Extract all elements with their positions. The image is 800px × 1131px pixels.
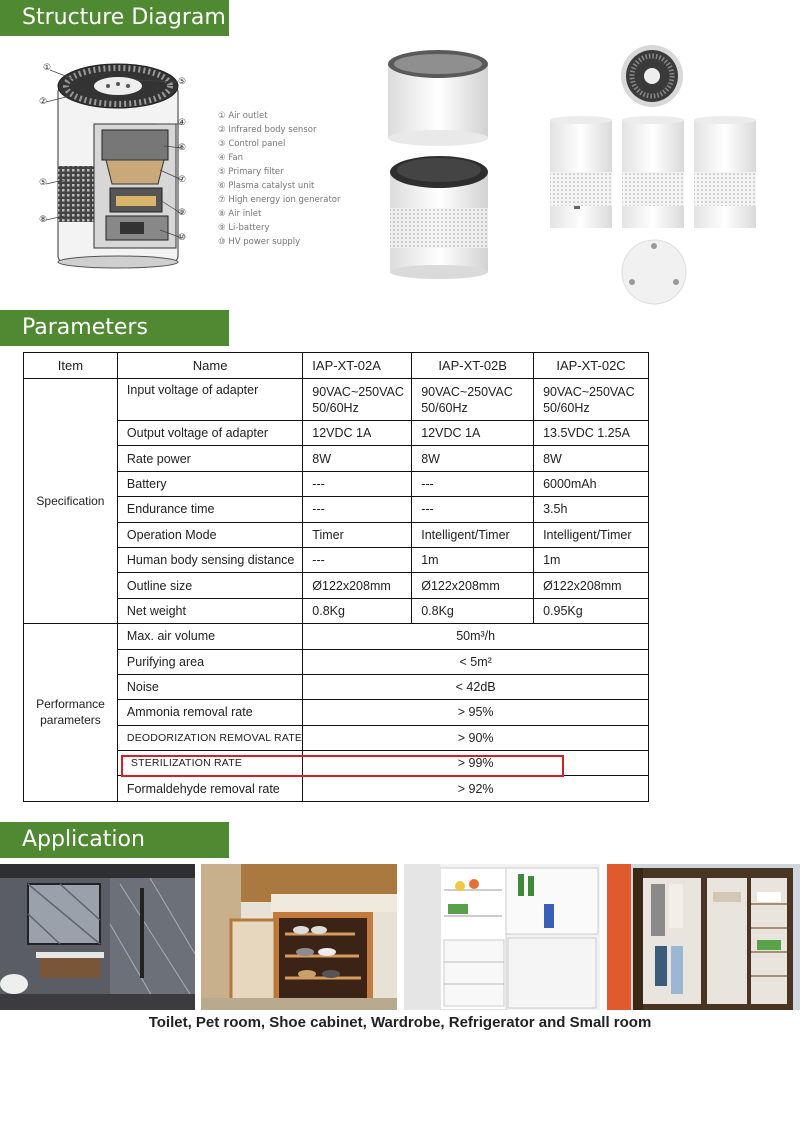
row-name: DEODORIZATION REMOVAL RATE	[117, 725, 302, 750]
row-name: Net weight	[117, 598, 302, 623]
table-row	[24, 674, 649, 699]
row-value-a: 12VDC 1A	[303, 421, 412, 446]
callout-item: ① Air outlet	[218, 111, 268, 121]
header-model-c: IAP-XT-02C	[534, 353, 649, 379]
row-value-c: 3.5h	[534, 497, 649, 522]
row-value: < 42dB	[303, 674, 649, 699]
row-value-b: ---	[412, 497, 534, 522]
row-value-a: ---	[303, 497, 412, 522]
table-row	[24, 649, 649, 674]
header-name: Name	[117, 353, 302, 379]
product-views-image	[548, 44, 784, 306]
callout-item: ③ Control panel	[218, 139, 286, 149]
callout-marker: ⑦	[178, 175, 187, 185]
shoe-cabinet-photo	[201, 864, 397, 1010]
callout-item: ⑦ High energy ion generator	[218, 195, 341, 205]
application-caption: Toilet, Pet room, Shoe cabinet, Wardrobe, Refrigerator and Small room	[148, 1014, 652, 1031]
row-value: > 95%	[303, 700, 649, 725]
callout-legend	[218, 109, 341, 249]
row-value-b: 1m	[412, 547, 534, 572]
row-value-c: 6000mAh	[534, 471, 649, 496]
callout-marker: ⑧	[39, 215, 48, 225]
row-value-a: 0.8Kg	[303, 598, 412, 623]
row-value-c: 0.95Kg	[534, 598, 649, 623]
row-value-b: 12VDC 1A	[412, 421, 534, 446]
table-row	[24, 547, 649, 572]
row-value-c: 13.5VDC 1.25A	[534, 421, 649, 446]
group-specification: Specification	[24, 379, 118, 624]
table-row	[24, 522, 649, 547]
group-performance: Performance parameters	[24, 624, 118, 802]
refrigerator-photo	[404, 864, 600, 1010]
row-value-a: 90VAC~250VAC 50/60Hz	[303, 379, 412, 421]
table-row	[24, 421, 649, 446]
row-value-a: 8W	[303, 446, 412, 471]
table-row	[24, 497, 649, 522]
row-name: Battery	[117, 471, 302, 496]
row-value-a: ---	[303, 471, 412, 496]
row-name: STERILIZATION RATE	[117, 751, 302, 776]
row-name: Endurance time	[117, 497, 302, 522]
row-value: > 99%	[303, 751, 649, 776]
callout-marker: ⑨	[178, 208, 187, 218]
highlight-box	[121, 755, 564, 777]
row-name: Noise	[117, 674, 302, 699]
row-value: > 92%	[303, 776, 649, 801]
row-value-b: Ø122x208mm	[412, 573, 534, 598]
callout-marker: ②	[39, 97, 48, 107]
callout-marker: ④	[178, 118, 187, 128]
row-name: Input voltage of adapter	[117, 379, 302, 421]
table-row	[24, 573, 649, 598]
row-value-a: Ø122x208mm	[303, 573, 412, 598]
row-value-b: Intelligent/Timer	[412, 522, 534, 547]
callout-item: ④ Fan	[218, 153, 244, 163]
wardrobe-photo	[607, 864, 800, 1010]
header-model-b: IAP-XT-02B	[412, 353, 534, 379]
table-row	[24, 700, 649, 725]
table-header-row	[24, 353, 649, 379]
callout-marker: ⑩	[178, 233, 187, 243]
callout-marker: ⑤	[39, 178, 48, 188]
product-exploded-image	[380, 48, 498, 282]
row-value-a: ---	[303, 547, 412, 572]
row-value: > 90%	[303, 725, 649, 750]
row-name: Formaldehyde removal rate	[117, 776, 302, 801]
callout-item: ② Infrared body sensor	[218, 125, 317, 135]
callout-item: ⑥ Plasma catalyst unit	[218, 181, 315, 191]
section-title-structure: Structure Diagram	[0, 0, 229, 36]
callout-marker: ⑥	[178, 143, 187, 153]
row-name: Ammonia removal rate	[117, 700, 302, 725]
row-value-c: 1m	[534, 547, 649, 572]
row-value-c: 90VAC~250VAC 50/60Hz	[534, 379, 649, 421]
table-row	[24, 624, 649, 649]
row-value-b: 90VAC~250VAC 50/60Hz	[412, 379, 534, 421]
row-value: 50m³/h	[303, 624, 649, 649]
row-name: Outline size	[117, 573, 302, 598]
row-value-c: 8W	[534, 446, 649, 471]
row-name: Operation Mode	[117, 522, 302, 547]
section-title-parameters: Parameters	[0, 310, 229, 346]
row-value-c: Ø122x208mm	[534, 573, 649, 598]
row-value-a: Timer	[303, 522, 412, 547]
row-value-b: 0.8Kg	[412, 598, 534, 623]
row-name: Purifying area	[117, 649, 302, 674]
callout-item: ⑤ Primary filter	[218, 167, 284, 177]
row-name: Output voltage of adapter	[117, 421, 302, 446]
table-row	[24, 776, 649, 801]
callout-item: ⑧ Air inlet	[218, 209, 262, 219]
row-name: Max. air volume	[117, 624, 302, 649]
row-value-b: 8W	[412, 446, 534, 471]
callout-item: ⑩ HV power supply	[218, 237, 301, 247]
row-name: Human body sensing distance	[117, 547, 302, 572]
table-row	[24, 598, 649, 623]
bathroom-photo	[0, 864, 195, 1010]
callout-marker: ⑤	[178, 77, 187, 87]
table-row	[24, 471, 649, 496]
callout-marker: ①	[43, 63, 52, 73]
header-item: Item	[24, 353, 118, 379]
row-value: < 5m²	[303, 649, 649, 674]
table-row	[24, 725, 649, 750]
callout-item: ⑨ Li-battery	[218, 223, 270, 233]
header-model-a: IAP-XT-02A	[303, 353, 412, 379]
row-value-b: ---	[412, 471, 534, 496]
table-row	[24, 379, 649, 421]
row-name: Rate power	[117, 446, 302, 471]
row-value-c: Intelligent/Timer	[534, 522, 649, 547]
table-row	[24, 446, 649, 471]
section-title-application: Application	[0, 822, 229, 858]
parameters-table	[23, 352, 649, 802]
